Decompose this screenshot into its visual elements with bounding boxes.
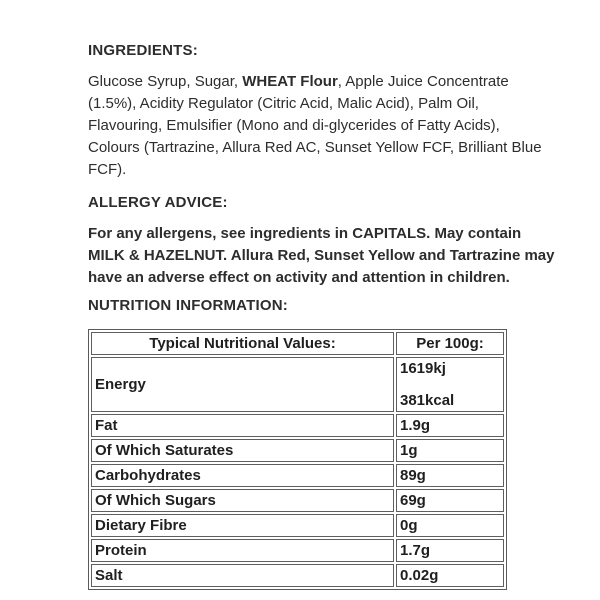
nutrition-table (88, 329, 507, 590)
ingredients-line1-pre: Glucose Syrup, Sugar, (88, 73, 243, 90)
ingredients-line-4: Colours (Tartrazine, Allura Red AC, Sunset Yellow FCF, Brilliant Blue (88, 139, 542, 156)
nutrition-table-header-row (91, 332, 504, 355)
table-row-dietary-fibre (91, 514, 504, 537)
row-label: Protein (91, 539, 394, 562)
header-typical-nutritional-values: Typical Nutritional Values: (91, 332, 394, 355)
row-value: 1.7g (396, 539, 504, 562)
row-label: Of Which Sugars (91, 489, 394, 512)
ingredients-line-2: (1.5%), Acidity Regulator (Citric Acid, Malic Acid), Palm Oil, (88, 95, 479, 112)
energy-value-kcal: 381kcal (400, 392, 455, 409)
row-label: Dietary Fibre (91, 514, 394, 537)
table-row-sugars (91, 489, 504, 512)
energy-value-kj: 1619kj (400, 360, 446, 377)
row-value: 1.9g (396, 414, 504, 437)
ingredients-line-1 (88, 71, 524, 93)
table-row-salt (91, 564, 504, 587)
row-label: Carbohydrates (91, 464, 394, 487)
row-value: 89g (396, 464, 504, 487)
header-per-100g: Per 100g: (396, 332, 504, 355)
energy-value-cell (396, 357, 504, 412)
ingredients-paragraph (88, 71, 542, 181)
row-label: Of Which Saturates (91, 439, 394, 462)
allergy-advice-heading: ALLERGY ADVICE: (88, 194, 228, 211)
table-row-carbohydrates (91, 464, 504, 487)
row-label: Fat (91, 414, 394, 437)
nutrition-information-heading: NUTRITION INFORMATION: (88, 297, 288, 314)
ingredients-line-5: FCF). (88, 161, 127, 178)
allergy-line-3: have an adverse effect on activity and attention in children. (88, 269, 510, 286)
row-value: 0g (396, 514, 504, 537)
allergy-line-2: MILK & HAZELNUT. Allura Red, Sunset Yellow and Tartrazine may (88, 247, 555, 264)
row-value: 1g (396, 439, 504, 462)
energy-label: Energy (91, 357, 394, 412)
ingredients-line1-post: , Apple Juice Concentrate (337, 73, 509, 90)
ingredients-line-3: Flavouring, Emulsifier (Mono and di-glycerides of Fatty Acids), (88, 117, 500, 134)
table-row-fat (91, 414, 504, 437)
row-value: 69g (396, 489, 504, 512)
table-row-energy (91, 357, 504, 412)
ingredients-heading: INGREDIENTS: (88, 42, 198, 59)
table-row-saturates (91, 439, 504, 462)
row-value: 0.02g (396, 564, 504, 587)
allergy-advice-paragraph (88, 223, 555, 289)
table-row-protein (91, 539, 504, 562)
ingredients-allergen-wheat: WHEAT Flour (242, 73, 338, 90)
allergy-line-1: For any allergens, see ingredients in CAPITALS. May contain (88, 225, 522, 242)
row-label: Salt (91, 564, 394, 587)
